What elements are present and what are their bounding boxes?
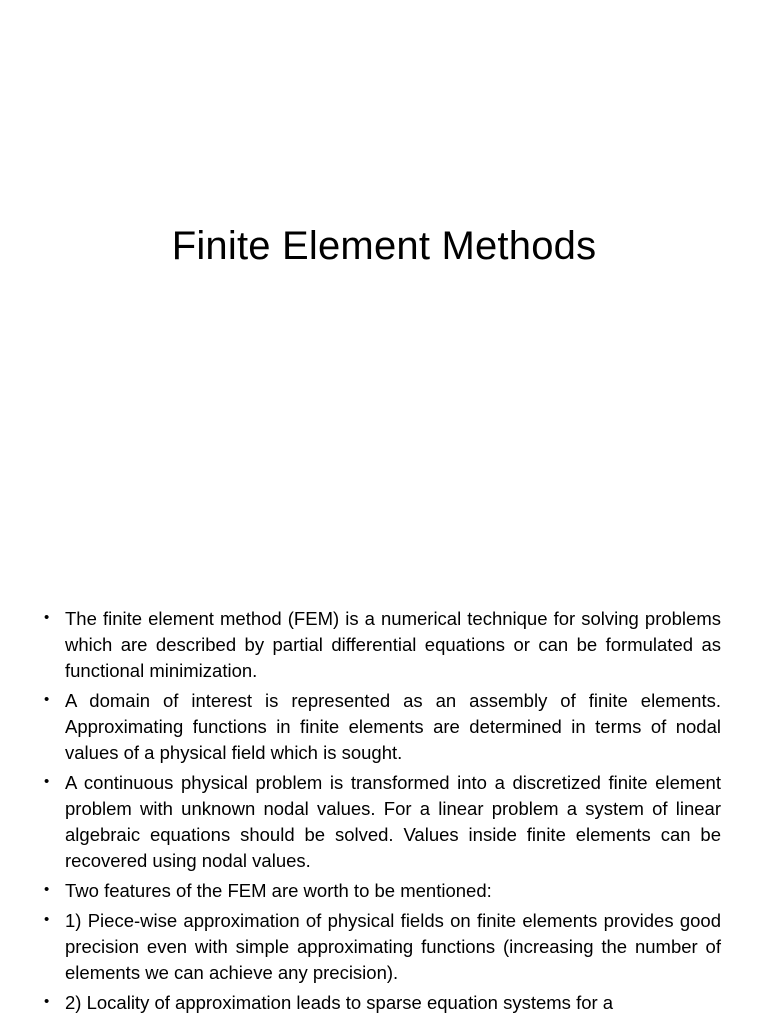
bullet-text: 2) Locality of approximation leads to sparse equation systems for a	[65, 992, 614, 1013]
bullet-item	[44, 990, 721, 1016]
bullet-list	[44, 606, 721, 1020]
bullet-icon: •	[44, 881, 50, 898]
bullet-text: Two features of the FEM are worth to be mentioned:	[65, 880, 492, 901]
bullet-item	[44, 770, 721, 874]
slide-title: Finite Element Methods	[171, 224, 597, 268]
bullet-text: The finite element method (FEM) is a numerical technique for solving problems which are described by partial differential equations or can be formulated as functional minimization.	[65, 608, 721, 681]
bullet-text: 1) Piece-wise approximation of physical fields on finite elements provides good precision even with simple approximating functions (increasing the number of elements we can achieve any precision).	[65, 910, 721, 983]
bullet-item	[44, 908, 721, 986]
bullet-icon: •	[44, 609, 50, 626]
bullet-icon: •	[44, 993, 50, 1010]
bullet-icon: •	[44, 911, 50, 928]
bullet-item	[44, 688, 721, 766]
bullet-icon: •	[44, 691, 50, 708]
bullet-item	[44, 606, 721, 684]
bullet-text: A domain of interest is represented as an assembly of finite elements. Approximating functions in finite elements are determined in terms of nodal values of a physical field which is sought.	[65, 690, 721, 763]
bullet-icon: •	[44, 773, 50, 790]
bullet-item	[44, 878, 721, 904]
bullet-text: A continuous physical problem is transformed into a discretized finite element problem with unknown nodal values. For a linear problem a system of linear algebraic equations should be solved. Values inside finite elements can be recovered using nodal values.	[65, 772, 721, 871]
